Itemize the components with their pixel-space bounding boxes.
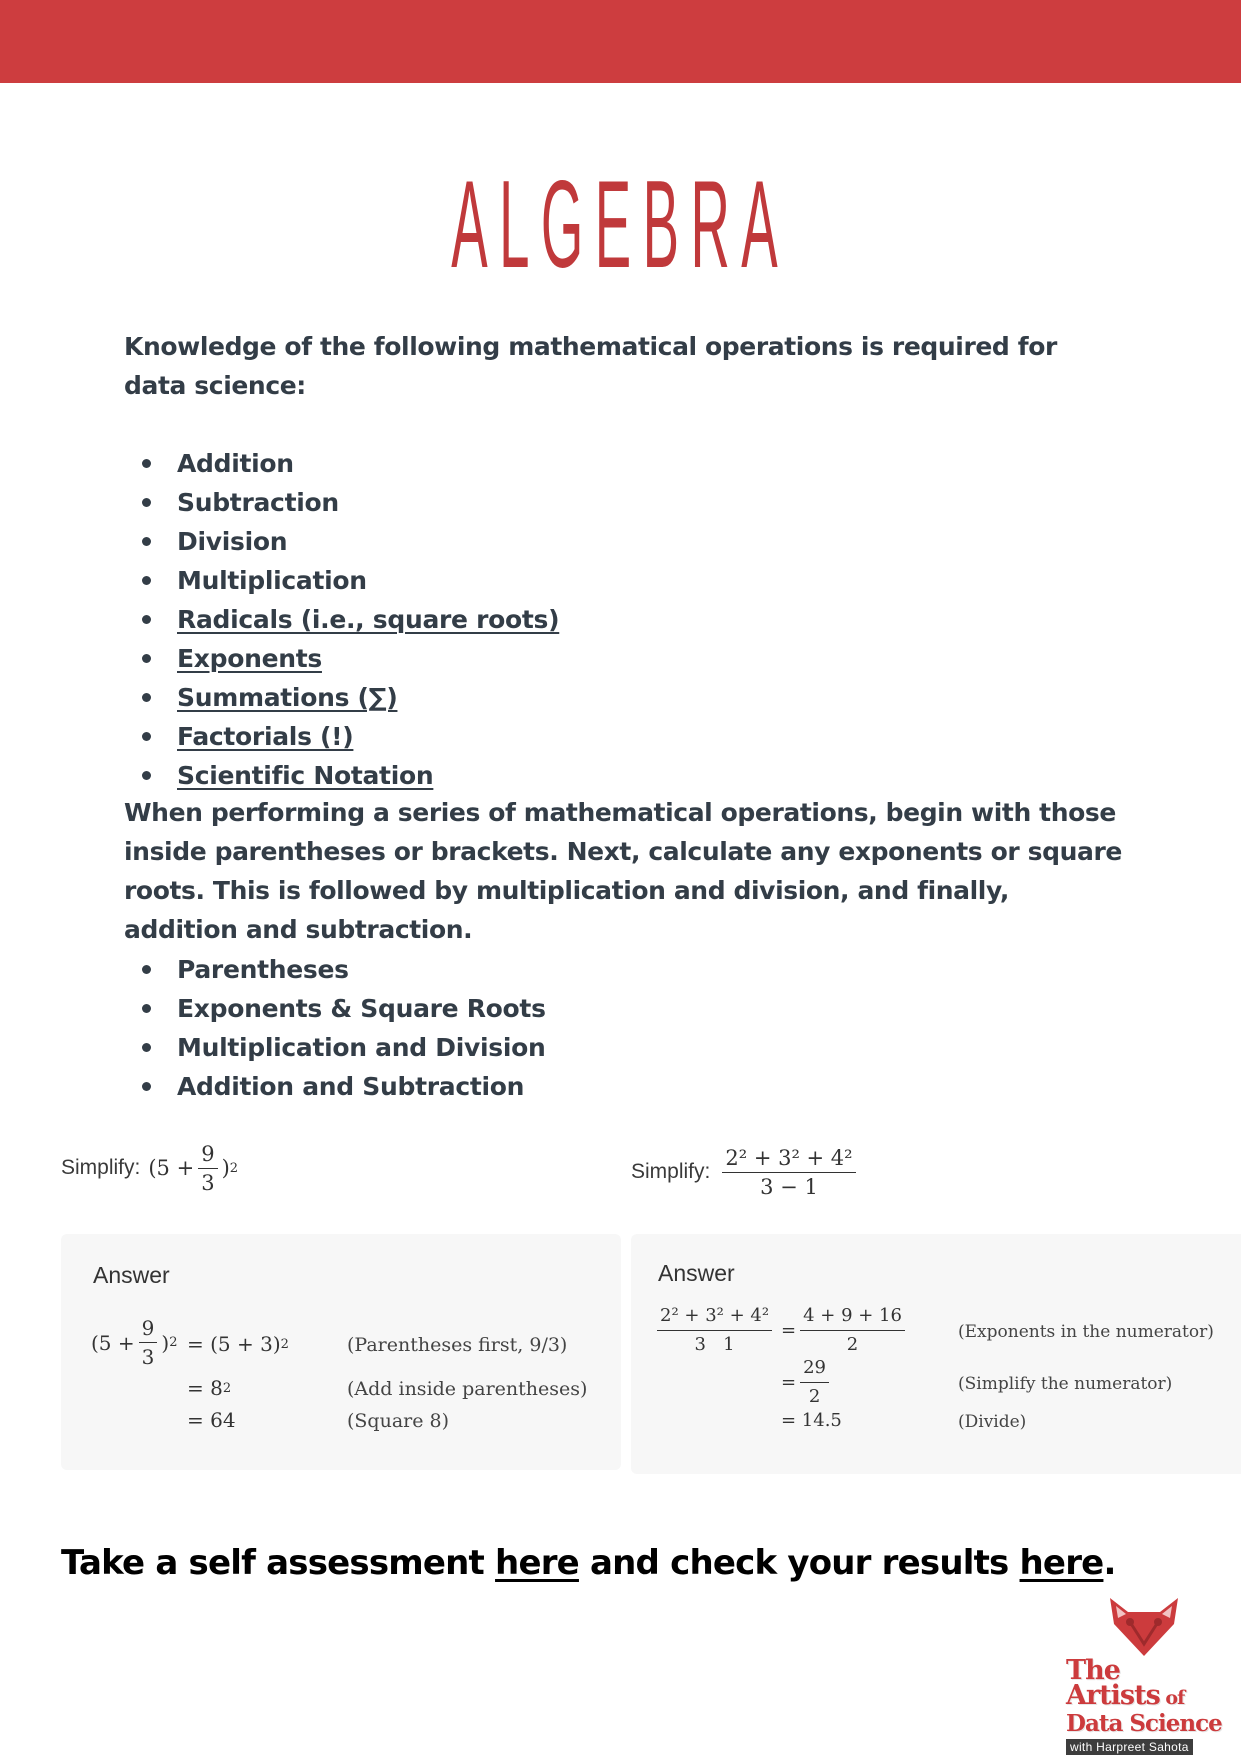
logo-line-2 — [1066, 1680, 1226, 1711]
step-math: = (5 + 3) — [187, 1332, 281, 1356]
self-assessment-link[interactable]: here — [495, 1543, 579, 1583]
list-item-label: Parentheses — [177, 955, 349, 984]
answer-2-note-1: (Exponents in the numerator) — [958, 1322, 1214, 1342]
logo-line-3: Data Science — [1066, 1710, 1222, 1737]
bullet-icon — [142, 771, 151, 780]
bullet-icon — [142, 693, 151, 702]
logo-artists: Artists — [1066, 1680, 1160, 1711]
answer-2-note-2: (Simplify the numerator) — [958, 1374, 1173, 1394]
logo-line-1: The — [1066, 1655, 1120, 1686]
cta-text: . — [1103, 1543, 1116, 1583]
list-item — [124, 444, 559, 483]
answer-box-2 — [631, 1234, 1241, 1474]
logo-of: of — [1159, 1687, 1185, 1709]
expr-open: (5 + — [91, 1330, 135, 1355]
list-item-label: Addition and Subtraction — [177, 1072, 525, 1101]
operations-list — [124, 444, 559, 795]
simplify-label: Simplify: — [631, 1160, 711, 1183]
answer-1-step-2 — [187, 1376, 231, 1400]
cta-text: and check your results — [578, 1543, 1020, 1583]
bullet-icon — [142, 459, 151, 468]
problem-2-expression — [718, 1146, 859, 1199]
list-item — [124, 1067, 546, 1106]
logo-tagline: with Harpreet Sahota — [1066, 1739, 1193, 1755]
list-item[interactable] — [124, 756, 559, 795]
numerator: 9 — [198, 1142, 217, 1169]
list-item[interactable] — [124, 678, 559, 717]
list-item — [124, 950, 546, 989]
expr-close: ) — [161, 1330, 170, 1355]
answer-2-note-3: (Divide) — [958, 1412, 1027, 1432]
bullet-icon — [142, 965, 151, 974]
bullet-icon — [142, 1082, 151, 1091]
list-item-link[interactable]: Exponents — [177, 644, 322, 673]
list-item-label: Addition — [177, 449, 294, 478]
step-math: = 14.5 — [781, 1410, 842, 1431]
bullet-icon — [142, 732, 151, 741]
answer-2-step-1 — [781, 1304, 909, 1357]
list-item — [124, 522, 559, 561]
page-title: ALGEBRA — [451, 156, 790, 294]
bullet-icon — [142, 1043, 151, 1052]
answer-title: Answer — [93, 1262, 170, 1288]
list-item — [124, 989, 546, 1028]
order-of-operations-list — [124, 950, 546, 1106]
list-item[interactable] — [124, 639, 559, 678]
bullet-icon — [142, 537, 151, 546]
list-item-label: Division — [177, 527, 288, 556]
list-item-label: Multiplication and Division — [177, 1033, 546, 1062]
expr-close: ) — [221, 1156, 230, 1180]
numerator: 9 — [139, 1316, 158, 1343]
fraction — [800, 1304, 905, 1357]
equals-sign: = — [781, 1372, 797, 1393]
answer-2-step-2 — [781, 1356, 833, 1409]
exponent: 2 — [280, 1336, 289, 1352]
bullet-icon — [142, 576, 151, 585]
list-item-link[interactable]: Radicals (i.e., square roots) — [177, 605, 560, 634]
fraction — [722, 1146, 855, 1199]
answer-1-step-3 — [187, 1408, 236, 1432]
self-assessment-cta — [61, 1543, 1116, 1583]
numerator: 2² + 3² + 4² — [722, 1146, 855, 1173]
list-item — [124, 561, 559, 600]
denominator: 3 1 — [694, 1334, 735, 1355]
problem-1-expression — [148, 1142, 238, 1195]
list-item-link[interactable]: Summations (∑) — [177, 683, 398, 712]
list-item[interactable] — [124, 600, 559, 639]
bullet-icon — [142, 1004, 151, 1013]
bullet-icon — [142, 654, 151, 663]
denominator: 3 — [141, 1345, 155, 1369]
fox-head-icon — [1104, 1596, 1184, 1658]
simplify-label: Simplify: — [61, 1156, 141, 1179]
step-math: = 8 — [187, 1376, 223, 1400]
answer-1-lhs — [91, 1316, 177, 1369]
denominator: 3 − 1 — [760, 1174, 818, 1199]
list-item — [124, 483, 559, 522]
problem-1-prompt — [61, 1138, 238, 1198]
list-item-label: Multiplication — [177, 566, 367, 595]
artists-of-data-science-logo — [1066, 1596, 1226, 1754]
exponent: 2 — [222, 1380, 232, 1396]
denominator: 2 — [808, 1386, 821, 1407]
list-item[interactable] — [124, 717, 559, 756]
top-banner — [0, 0, 1241, 83]
bullet-icon — [142, 498, 151, 507]
answer-2-step-3 — [781, 1410, 842, 1431]
order-of-operations-paragraph: When performing a series of mathematical operations, begin with those inside parentheses or brackets. Next, calculate any exponents or square roots. This is followed by multiplication and division, and finally, addition and subtraction. — [124, 798, 1122, 944]
list-item-label: Subtraction — [177, 488, 339, 517]
answer-1-note-1: (Parentheses first, 9/3) — [347, 1334, 568, 1356]
fraction — [198, 1142, 217, 1195]
exponent: 2 — [229, 1160, 239, 1176]
list-item-link[interactable]: Factorials (!) — [177, 722, 354, 751]
fraction — [657, 1304, 772, 1357]
numerator: 2² + 3² + 4² — [657, 1304, 772, 1331]
fraction — [139, 1316, 158, 1369]
exponent: 2 — [169, 1335, 178, 1350]
answer-2-lhs — [653, 1304, 776, 1357]
expr-open: (5 + — [148, 1156, 195, 1180]
numerator: 4 + 9 + 16 — [800, 1304, 905, 1331]
denominator: 2 — [846, 1334, 859, 1355]
answer-1-note-2: (Add inside parentheses) — [347, 1378, 588, 1400]
step-math: = 64 — [187, 1408, 236, 1432]
numerator: 29 — [800, 1356, 829, 1383]
answer-title: Answer — [658, 1260, 735, 1286]
answer-box-1 — [61, 1234, 621, 1470]
answer-1-step-1 — [187, 1332, 289, 1356]
list-item — [124, 1028, 546, 1067]
bullet-icon — [142, 615, 151, 624]
fraction — [800, 1356, 829, 1409]
results-link[interactable]: here — [1019, 1543, 1104, 1583]
list-item-link[interactable]: Scientific Notation — [177, 761, 434, 790]
denominator: 3 — [201, 1170, 215, 1195]
equals-sign: = — [781, 1320, 797, 1341]
cta-text: Take a self assessment — [61, 1543, 496, 1583]
intro-paragraph: Knowledge of the following mathematical operations is required for data science: — [124, 332, 1057, 400]
problem-2-prompt — [631, 1142, 860, 1202]
list-item-label: Exponents & Square Roots — [177, 994, 546, 1023]
answer-1-note-3: (Square 8) — [347, 1410, 450, 1432]
